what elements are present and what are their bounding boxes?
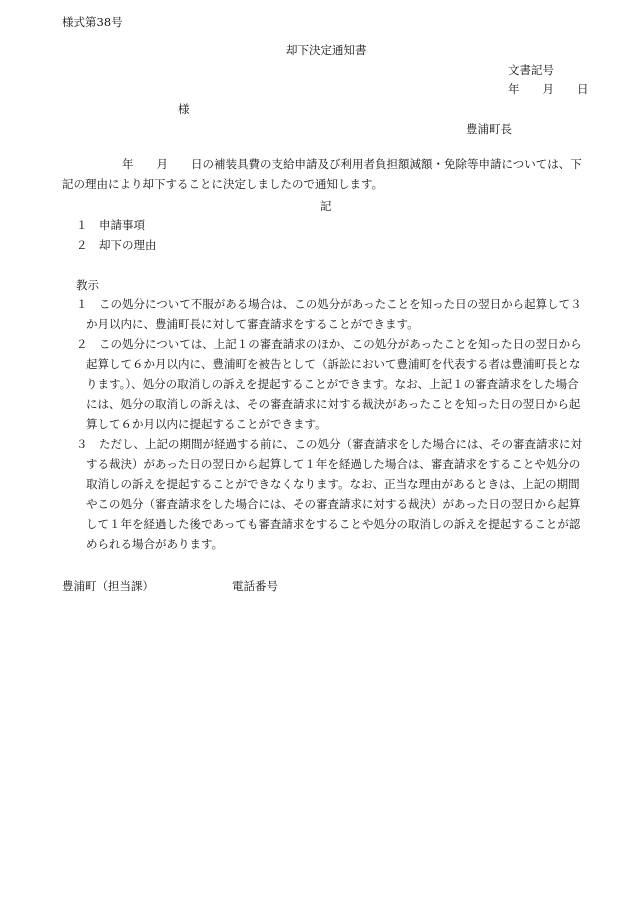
notice-item-3-line: 取消しの訴えを提起することができなくなります。なお、正当な理由があるときは、上記の期間 bbox=[86, 477, 580, 491]
notice-item-1-line: １ この処分について不服がある場合は、この処分があったことを知った日の翌日から起算して３ bbox=[76, 297, 582, 311]
notice-heading: 教示 bbox=[76, 278, 99, 292]
notice-item-1-line: か月以内に、豊浦町長に対して審査請求をすることができます。 bbox=[86, 317, 419, 331]
issuer: 豊浦町長 bbox=[466, 122, 512, 136]
notice-item-2-line: 起算して６か月以内に、豊浦町を被告として（訴訟において豊浦町を代表する者は豊浦町長とな bbox=[86, 357, 581, 371]
footer-phone-label: 電話番号 bbox=[232, 579, 278, 593]
document-number-label: 文書記号 bbox=[508, 63, 554, 77]
footer-department: 豊浦町（担当課） bbox=[62, 579, 154, 593]
notice-item-3-line: して１年を経過した後であっても審査請求をすることや処分の取消しの訴えを提起することが認 bbox=[86, 517, 581, 531]
notice-item-2-line: 算して６か月以内に提起することができます。 bbox=[86, 417, 327, 431]
notice-item-2-line: には、処分の取消しの訴えは、その審査請求に対する裁決があったことを知った日の翌日から起 bbox=[86, 397, 581, 411]
form-number: 様式第38号 bbox=[62, 15, 123, 29]
document-title: 却下決定通知書 bbox=[286, 43, 367, 57]
notice-item-3-line: められる場合があります。 bbox=[86, 537, 224, 551]
recipient-suffix: 様 bbox=[178, 102, 190, 116]
notice-item-3-line: する裁決）があった日の翌日から起算して１年を経過した場合は、審査請求をすることや処分の bbox=[86, 457, 581, 471]
notice-item-3-line: ３ ただし、上記の期間が経過する前に、この処分（審査請求をした場合には、その審査請求に対 bbox=[76, 437, 582, 451]
body-line-1: 年 月 日の補装具費の支給申請及び利用者負担額減額・免除等申請については、下 bbox=[122, 157, 582, 171]
date-line: 年 月 日 bbox=[508, 82, 589, 96]
notice-item-2-line: ります。）、処分の取消しの訴えを提起することができます。なお、上記１の審査請求をした場合 bbox=[86, 377, 579, 391]
item-application: １ 申請事項 bbox=[76, 218, 145, 232]
body-line-2: 記の理由により却下することに決定しましたので通知します。 bbox=[62, 177, 384, 191]
notice-item-3-line: やこの処分（審査請求をした場合には、その審査請求に対する裁決）があった日の翌日から起算 bbox=[86, 497, 581, 511]
ki-marker: 記 bbox=[320, 199, 332, 213]
item-reason: ２ 却下の理由 bbox=[76, 238, 157, 252]
notice-item-2-line: ２ この処分については、上記１の審査請求のほか、この処分があったことを知った日の翌日から bbox=[76, 337, 582, 351]
